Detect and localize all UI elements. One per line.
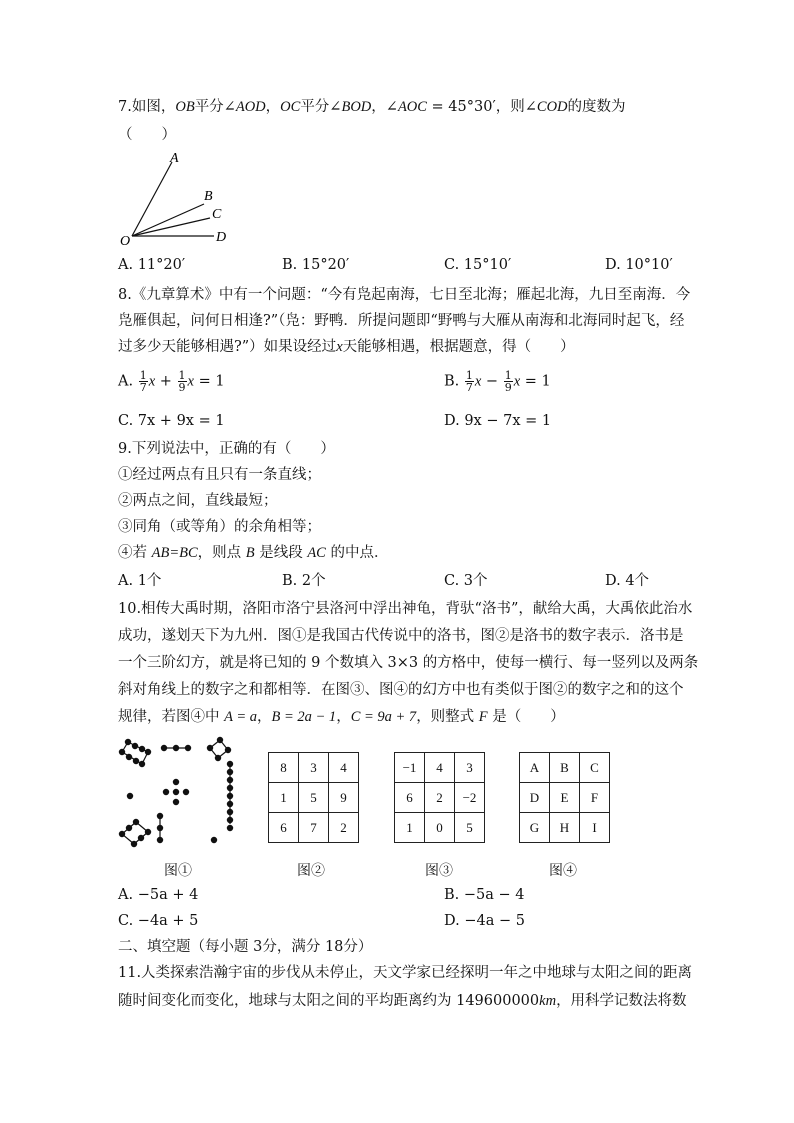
grid3-cell: −1 [395,753,425,783]
q7-text: = 45°30′ [426,99,496,115]
fraction [504,370,513,393]
luoshu-figure [118,736,242,851]
q7-var: COD [536,99,568,115]
q10-line1: 10.相传大禹时期，洛阳市洛宁县洛河中浮出神龟，背驮“洛书”，献给大禹，大禹依此治水 [118,601,693,617]
q10-text: ， [336,709,351,725]
q10-line3: 一个三阶幻方，就是将已知的 9 个数填入 3×3 的方格中，使每一横行、每一竖列以及两条 [118,655,699,671]
q10-option-a: A. −5a + 4 [118,887,199,903]
q11-line2 [118,990,687,1012]
grid3-cell: −2 [455,783,485,813]
frac-den: 9 [178,381,186,394]
q10-option-c: C. −4a + 5 [118,913,199,929]
grid2-cell: 6 [269,813,299,843]
q9-option-c: C. 3个 [444,573,488,589]
q9-option-b: B. 2个 [282,573,326,589]
q10-option-b: B. −5a − 4 [444,887,525,903]
q9-statement-2: ②两点之间，直线最短； [118,493,278,509]
q9-var: AC [307,545,326,561]
q10-line4: 斜对角线上的数字之和都相等．在图③、图④的幻方中也有类似于图②的数字之和的这个 [118,682,684,698]
grid3-cell: 0 [425,813,455,843]
magic-square-4 [519,752,610,843]
grid3-cell: 1 [395,813,425,843]
grid2-cell: 8 [269,753,299,783]
grid2-cell: 1 [269,783,299,813]
q9-option-a: A. 1个 [118,573,162,589]
grid2-cell: 5 [299,783,329,813]
q7-option-b: B. 15°20′ [282,257,350,273]
magic-square-3 [394,752,485,843]
q8-line3 [118,336,575,358]
fraction [465,370,474,393]
q8-opt-prefix: B. [444,373,460,390]
q7-stem [118,96,626,118]
caption-figure-4: 图④ [549,863,577,879]
q7-option-d: D. 10°10′ [605,257,673,273]
q7-option-a: A. 11°20′ [118,257,186,273]
q7-var: AOC [397,99,427,115]
q7-angle-figure [112,148,242,248]
label-B: B [204,189,213,204]
q10-option-d: D. −4a − 5 [444,913,525,929]
q7-var: OB [175,99,195,115]
magic-square-2 [268,752,359,843]
q10-text: ，则整式 [416,709,479,725]
q9-stem: 9.下列说法中，正确的有（ ） [118,441,335,457]
q8-option-c: C. 7x + 9x = 1 [118,413,225,429]
frac-num: 1 [465,369,473,382]
q9-var: AB=BC [151,545,198,561]
q7-text: 的度数为 [567,99,626,115]
grid4-cell: H [550,813,580,843]
caption-figure-1: 图① [164,863,192,879]
q9-text: 是线段 [254,545,308,561]
q8-eq: = 1 [198,373,225,390]
q8-line2: 凫雁俱起，问何日相逢?”（凫：野鸭．所提问题即“野鸭与大雁从南海和北海同时起飞，经 [118,313,685,329]
q8-line1: 8.《九章算术》中有一个问题：“今有凫起南海，七日至北海；雁起北海，九日至南海．今 [118,287,691,303]
label-D: D [216,230,227,245]
q9-text: ，则点 [197,545,246,561]
label-C: C [212,207,222,222]
q10-var: F [478,709,488,725]
caption-figure-3: 图③ [425,863,453,879]
q10-var: B = 2a − 1 [271,709,337,725]
fraction [139,370,148,393]
grid4-cell: B [550,753,580,783]
q7-var: OC [280,99,301,115]
fraction [178,370,187,393]
q11-text: ，用科学记数法将数 [556,993,687,1009]
label-A: A [170,151,179,166]
q8-text: 天能够相遇，根据题意，得（ ） [342,339,575,355]
grid4-cell: F [580,783,610,813]
grid3-cell: 2 [425,783,455,813]
frac-den: 7 [139,381,147,394]
q11-text: 随时间变化而变化，地球与太阳之间的平均距离约为 149600000 [118,993,540,1009]
grid3-cell: 4 [425,753,455,783]
grid3-cell: 5 [455,813,485,843]
frac-num: 1 [178,369,186,382]
q7-option-c: C. 15°10′ [444,257,512,273]
q7-text: ， [265,99,281,115]
q10-line2: 成功，遂划天下为九州．图①是我国古代传说中的洛书，图②是洛书的数字表示．洛书是 [118,628,684,644]
q7-text: 平分∠ [300,99,342,115]
grid2-cell: 3 [299,753,329,783]
q9-statement-1: ①经过两点有且只有一条直线； [118,467,321,483]
q8-opt-prefix: A. [118,373,134,390]
q8-option-b: B. $\frac{1}{7}$ x − $\frac{1}{9}$ x = 1 [444,369,551,394]
frac-den: 7 [465,381,473,394]
grid2-cell: 2 [329,813,359,843]
q7-var: AOD [235,99,266,115]
q11-line1: 11.人类探索浩瀚宇宙的步伐从未停止，天文学家已经探明一年之中地球与太阳之间的距离 [118,965,693,981]
grid2-cell: 4 [329,753,359,783]
q10-var: C = 9a + 7 [350,709,417,725]
q8-eq: = 1 [524,373,551,390]
grid4-cell: E [550,783,580,813]
q8-option-d: D. 9x − 7x = 1 [444,413,552,429]
grid4-cell: I [580,813,610,843]
grid2-cell: 9 [329,783,359,813]
grid3-cell: 3 [455,753,485,783]
grid4-cell: G [520,813,550,843]
q8-text: 过多少天能够相遇?”）如果设经过 [118,339,337,355]
q7-blank: （ ） [118,127,176,143]
q8-var: x [336,339,343,355]
label-O: O [120,234,131,248]
grid4-cell: A [520,753,550,783]
q9-text: 的中点． [325,545,389,561]
q7-text: ，∠ [371,99,398,115]
q7-var: BOD [341,99,372,115]
q9-option-d: D. 4个 [605,573,650,589]
grid2-cell: 7 [299,813,329,843]
q10-text: 是（ ） [487,709,565,725]
q9-statement-4 [118,542,388,564]
grid4-cell: C [580,753,610,783]
frac-den: 9 [504,381,512,394]
q10-text: 规律，若图④中 [118,709,225,725]
frac-num: 1 [504,369,512,382]
q9-var: B [245,545,255,561]
grid3-cell: 6 [395,783,425,813]
q7-text: ，则∠ [495,99,537,115]
q10-line5 [118,706,565,728]
q10-text: ， [257,709,272,725]
q11-unit: km [539,993,557,1009]
q9-text: ④若 [118,545,152,561]
q9-statement-3: ③同角（或等角）的余角相等； [118,519,321,535]
q7-text: 平分∠ [194,99,236,115]
caption-figure-2: 图② [297,863,325,879]
q10-var: A = a [224,709,257,725]
q8-option-a: A. $\frac{1}{7}$ x + $\frac{1}{9}$ x = 1 [118,369,225,394]
section-heading-fill-in: 二、填空题（每小题 3分，满分 18分） [118,939,373,955]
frac-num: 1 [139,369,147,382]
grid4-cell: D [520,783,550,813]
q7-text: 7.如图， [118,99,176,115]
